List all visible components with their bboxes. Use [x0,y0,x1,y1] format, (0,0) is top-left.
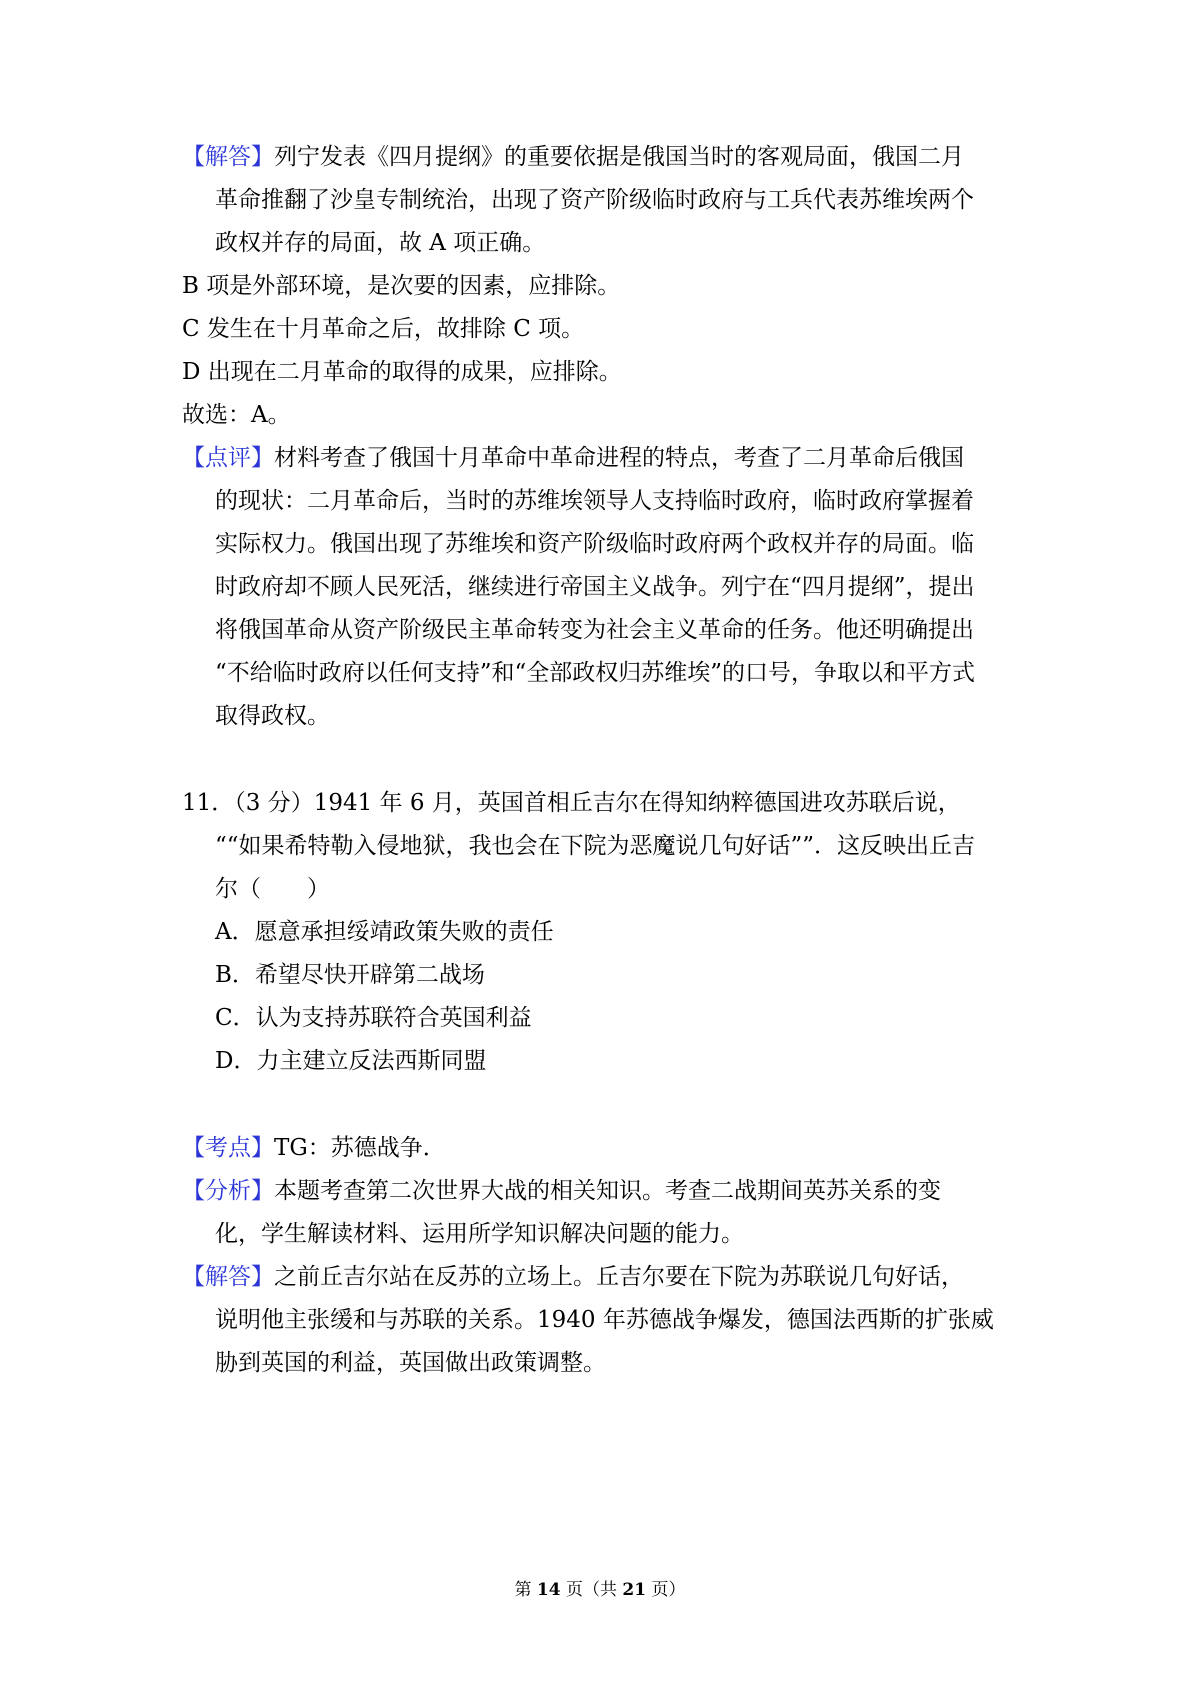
option-c-explanation: C 发生在十月革命之后，故排除 C 项。 [182,316,585,342]
point-paragraph-line [182,1133,446,1163]
page-number: 14 [536,1580,561,1600]
answer-text: 革命推翻了沙皇专制统治，出现了资产阶级临时政府与工兵代表苏维埃两个 [215,187,974,213]
comment-text: 的现状：二月革命后，当时的苏维埃领导人支持临时政府，临时政府掌握着 [215,488,974,514]
comment-text: 取得政权。 [215,703,330,729]
option-b: B．希望尽快开辟第二战场 [215,962,485,988]
point-tag: 【考点】 [182,1135,274,1161]
answer-text: 列宁发表《四月提纲》的重要依据是俄国当时的客观局面，俄国二月 [274,144,964,170]
option-d-explanation: D 出现在二月革命的取得的成果，应排除。 [182,359,622,385]
answer-paragraph-line [182,1262,964,1292]
comment-text: 材料考查了俄国十月革命中革命进程的特点，考查了二月革命后俄国 [274,445,964,471]
comment-text: 将俄国革命从资产阶级民主革命转变为社会主义革命的任务。他还明确提出 [215,617,974,643]
answer-paragraph-line [182,142,964,172]
comment-text: 时政府却不顾人民死活，继续进行帝国主义战争。列宁在“四月提纲”，提出 [215,574,975,600]
question-stem: 尔（ ） [215,876,330,902]
footer-middle: 页（共 [560,1580,623,1600]
point-text: TG：苏德战争． [274,1135,446,1161]
answer-tag: 【解答】 [182,144,274,170]
option-c: C．认为支持苏联符合英国利益 [215,1005,532,1031]
answer-tag: 【解答】 [182,1264,274,1290]
analysis-text: 化，学生解读材料、运用所学知识解决问题的能力。 [215,1221,744,1247]
analysis-text: 本题考查第二次世界大战的相关知识。考查二战期间英苏关系的变 [274,1178,941,1204]
answer-text: 之前丘吉尔站在反苏的立场上。丘吉尔要在下院为苏联说几句好话， [274,1264,964,1290]
comment-text: 实际权力。俄国出现了苏维埃和资产阶级临时政府两个政权并存的局面。临 [215,531,974,557]
question-stem: ““如果希特勒入侵地狱，我也会在下院为恶魔说几句好话””．这反映出丘吉 [215,833,976,859]
analysis-paragraph-line [182,1176,941,1206]
comment-tag: 【点评】 [182,445,274,471]
question-stem: 11．（3 分）1941 年 6 月，英国首相丘吉尔在得知纳粹德国进攻苏联后说， [182,790,961,816]
answer-text: 胁到英国的利益，英国做出政策调整。 [215,1350,606,1376]
comment-text: “不给临时政府以任何支持”和“全部政权归苏维埃”的口号，争取以和平方式 [215,660,976,686]
choice-result: 故选：A。 [182,402,291,428]
analysis-tag: 【分析】 [182,1178,274,1204]
option-b-explanation: B 项是外部环境，是次要的因素，应排除。 [182,273,621,299]
option-d: D．力主建立反法西斯同盟 [215,1048,487,1074]
page-total: 21 [622,1580,647,1600]
answer-text: 说明他主张缓和与苏联的关系。1940 年苏德战争爆发，德国法西斯的扩张威 [215,1307,994,1333]
option-a: A．愿意承担绥靖政策失败的责任 [215,919,554,945]
footer-prefix: 第 [514,1580,537,1600]
answer-text: 政权并存的局面，故 A 项正确。 [215,230,546,256]
page-footer [0,1578,1200,1602]
footer-suffix: 页） [646,1580,686,1600]
comment-paragraph-line [182,443,964,473]
